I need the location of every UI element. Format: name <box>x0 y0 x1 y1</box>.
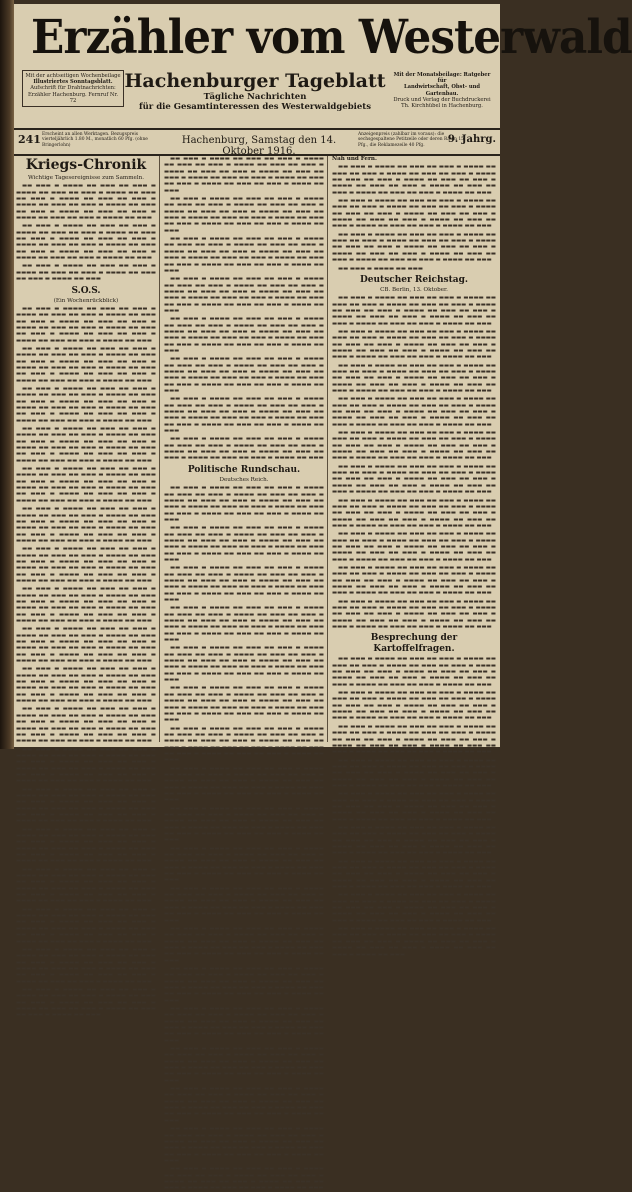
info-box-left <box>22 70 124 107</box>
info-line: Landwirtschaft, Obst- und Gartenbau. <box>403 84 481 97</box>
paper-name: Hachenburger Tageblatt <box>124 70 386 92</box>
info-line: Erzähler Hachenburg. Fernruf Nr. 72 <box>27 91 119 104</box>
article-body-filler: ▬▬ ▬▬▬ ▬ ▬▬▬▬ ▬▬ ▬▬▬ ▬▬ ▬▬▬ ▬ ▬▬▬▬ ▬▬ ▬▬▬ ▬▬ ▬▬▬ ▬ ▬▬▬▬ ▬▬ ▬▬▬ ▬▬ ▬▬▬ ▬ ▬▬▬▬ ▬▬ ▬▬▬ ▬▬ ▬▬▬ ▬ ▬▬▬▬ ▬▬ ▬▬▬ ▬▬ ▬▬▬ ▬ ▬▬▬▬ ▬▬ ▬▬▬ ▬▬ ▬▬▬ ▬ ▬▬▬▬ ▬▬ ▬▬▬ ▬▬ ▬▬▬ ▬ ▬▬▬▬ ▬▬ ▬▬▬ ▬▬ ▬▬▬ ▬ ▬▬▬▬ ▬▬ ▬▬▬ ▬▬ ▬▬▬ ▬ ▬▬▬▬ ▬▬ ▬▬▬ ▬▬ ▬▬▬ ▬ ▬▬▬▬ ▬▬ ▬▬▬ ▬▬ ▬▬▬ ▬ ▬▬▬▬ ▬▬ ▬▬▬ ▬▬ ▬▬▬ ▬ ▬▬▬▬ ▬▬ ▬▬▬ ▬▬ ▬▬▬ ▬ ▬▬▬▬ ▬▬ ▬▬▬ ▬▬ ▬▬▬ ▬ ▬▬▬▬ ▬▬ ▬▬▬ ▬▬ ▬▬▬ ▬ ▬▬▬▬ ▬▬ ▬▬▬ ▬▬ ▬▬▬ ▬ ▬▬▬▬ ▬▬ ▬▬▬ ▬▬ ▬▬▬ ▬ ▬▬▬▬ ▬▬ ▬▬▬ ▬▬ ▬▬▬ ▬ ▬▬▬▬ ▬▬ ▬▬▬ ▬▬ ▬▬▬ ▬ ▬▬▬▬ ▬▬ ▬▬▬ ▬▬ ▬▬▬ ▬ ▬▬▬▬ ▬▬ ▬▬▬ ▬▬ ▬▬▬ ▬ ▬▬▬▬ ▬▬ ▬▬▬ <box>16 183 156 283</box>
section-subtitle: (Ein Wochenrückblick) <box>53 297 119 304</box>
info-line: Mit der Monatsbeilage: Ratgeber für <box>393 72 491 85</box>
section-subtitle: Deutsches Reich. <box>219 476 269 483</box>
article-body-filler: ▬▬ ▬▬▬ ▬ ▬▬▬▬ ▬▬ ▬▬▬ ▬▬ ▬▬▬ ▬ ▬▬▬▬ ▬▬ ▬▬▬ ▬▬ ▬▬▬ ▬ ▬▬▬▬ ▬▬ ▬▬▬ ▬▬ ▬▬▬ ▬ ▬▬▬▬ ▬▬ ▬▬▬ ▬▬ ▬▬▬ ▬ ▬▬▬▬ ▬▬ ▬▬▬ ▬▬ ▬▬▬ ▬ ▬▬▬▬ ▬▬ ▬▬▬ ▬▬ ▬▬▬ ▬ ▬▬▬▬ ▬▬ ▬▬▬ ▬▬ ▬▬▬ ▬ ▬▬▬▬ ▬▬ ▬▬▬ ▬▬ ▬▬▬ ▬ ▬▬▬▬ ▬▬ ▬▬▬ ▬▬ ▬▬▬ ▬ ▬▬▬▬ ▬▬ ▬▬▬ ▬▬ ▬▬▬ ▬ ▬▬▬▬ ▬▬ ▬▬▬ ▬▬ ▬▬▬ ▬ ▬▬▬▬ ▬▬ ▬▬▬ ▬▬ ▬▬▬ ▬ ▬▬▬▬ ▬▬ ▬▬▬ ▬▬ ▬▬▬ ▬ ▬▬▬▬ ▬▬ ▬▬▬ ▬▬ ▬▬▬ ▬ ▬▬▬▬ ▬▬ ▬▬▬ ▬▬ ▬▬▬ ▬ ▬▬▬▬ ▬▬ ▬▬▬ ▬▬ ▬▬▬ ▬ ▬▬▬▬ ▬▬ ▬▬▬ ▬▬ ▬▬▬ ▬ ▬▬▬▬ ▬▬ ▬▬▬ ▬▬ ▬▬▬ ▬ ▬▬▬▬ ▬▬ ▬▬▬ ▬▬ ▬▬▬ ▬ ▬▬▬▬ ▬▬ ▬▬▬ ▬▬ ▬▬▬ ▬ ▬▬▬▬ ▬▬ ▬▬▬ ▬▬ ▬▬▬ ▬ ▬▬▬▬ ▬▬ ▬▬▬ ▬▬ ▬▬▬ ▬ ▬▬▬▬ ▬▬ ▬▬▬ ▬▬ ▬▬▬ ▬ ▬▬▬▬ ▬▬ ▬▬▬ ▬▬ ▬▬▬ ▬ ▬▬▬▬ ▬▬ ▬▬▬ ▬▬ ▬▬▬ ▬ ▬▬▬▬ ▬▬ ▬▬▬ ▬▬ ▬▬▬ ▬ ▬▬▬▬ ▬▬ ▬▬▬ ▬▬ ▬▬▬ ▬ ▬▬▬▬ ▬▬ ▬▬▬ ▬▬ ▬▬▬ ▬ ▬▬▬▬ ▬▬ ▬▬▬ ▬▬ ▬▬▬ ▬ ▬▬▬▬ ▬▬ ▬▬▬ ▬▬ ▬▬▬ ▬ ▬▬▬▬ ▬▬ ▬▬▬ ▬▬ ▬▬▬ ▬ ▬▬▬▬ ▬▬ ▬▬▬ ▬▬ ▬▬▬ ▬ ▬▬▬▬ ▬▬ ▬▬▬ ▬▬ ▬▬▬ ▬ ▬▬▬▬ ▬▬ ▬▬▬ ▬▬ ▬▬▬ ▬ ▬▬▬▬ ▬▬ ▬▬▬ ▬▬ ▬▬▬ ▬ ▬▬▬▬ ▬▬ ▬▬▬ ▬▬ ▬▬▬ ▬ ▬▬▬▬ ▬▬ ▬▬▬ ▬▬ ▬▬▬ ▬ ▬▬▬▬ ▬▬ ▬▬▬ ▬▬ ▬▬▬ ▬ ▬▬▬▬ ▬▬ ▬▬▬ ▬▬ ▬▬▬ ▬ ▬▬▬▬ ▬▬ ▬▬▬ ▬▬ ▬▬▬ ▬ ▬▬▬▬ ▬▬ ▬▬▬ ▬▬ ▬▬▬ ▬ ▬▬▬▬ ▬▬ ▬▬▬ ▬▬ ▬▬▬ ▬ ▬▬▬▬ ▬▬ ▬▬▬ ▬▬ ▬▬▬ ▬ ▬▬▬▬ ▬▬ ▬▬▬ ▬▬ ▬▬▬ ▬ ▬▬▬▬ ▬▬ ▬▬▬ ▬▬ ▬▬▬ ▬ ▬▬▬▬ ▬▬ ▬▬▬ ▬▬ ▬▬▬ ▬ ▬▬▬▬ ▬▬ ▬▬▬ ▬▬ ▬▬▬ ▬ ▬▬▬▬ ▬▬ ▬▬▬ ▬▬ ▬▬▬ ▬ ▬▬▬▬ ▬▬ ▬▬▬ ▬▬ ▬▬▬ ▬ ▬▬▬▬ ▬▬ ▬▬▬ ▬▬ ▬▬▬ ▬ ▬▬▬▬ ▬▬ ▬▬▬ ▬▬ ▬▬▬ ▬ ▬▬▬▬ ▬▬ ▬▬▬ ▬▬ ▬▬▬ ▬ ▬▬▬▬ ▬▬ ▬▬▬ ▬▬ ▬▬▬ ▬ ▬▬▬▬ ▬▬ ▬▬▬ ▬▬ ▬▬▬ ▬ ▬▬▬▬ ▬▬ ▬▬▬ ▬▬ ▬▬▬ ▬ ▬▬▬▬ ▬▬ ▬▬▬ ▬▬ ▬▬▬ ▬ ▬▬▬▬ ▬▬ ▬▬▬ ▬▬ ▬▬▬ ▬ ▬▬▬▬ ▬▬ ▬▬▬ ▬▬ ▬▬▬ ▬ ▬▬▬▬ ▬▬ ▬▬▬ ▬▬ ▬▬▬ ▬ ▬▬▬▬ ▬▬ ▬▬▬ ▬▬ ▬▬▬ ▬ ▬▬▬▬ ▬▬ ▬▬▬ ▬▬ ▬▬▬ ▬ ▬▬▬▬ ▬▬ ▬▬▬ ▬▬ ▬▬▬ ▬ ▬▬▬▬ ▬▬ ▬▬▬ ▬▬ ▬▬▬ ▬ ▬▬▬▬ ▬▬ ▬▬▬ ▬▬ ▬▬▬ ▬ ▬▬▬▬ ▬▬ ▬▬▬ ▬▬ ▬▬▬ ▬ ▬▬▬▬ ▬▬ ▬▬▬ ▬▬ ▬▬▬ ▬ ▬▬▬▬ ▬▬ ▬▬▬ ▬▬ ▬▬▬ ▬ ▬▬▬▬ ▬▬ ▬▬▬ ▬▬ ▬▬▬ ▬ ▬▬▬▬ ▬▬ ▬▬▬ ▬▬ ▬▬▬ ▬ ▬▬▬▬ ▬▬ ▬▬▬ ▬▬ ▬▬▬ ▬ ▬▬▬▬ ▬▬ ▬▬▬ ▬▬ ▬▬▬ ▬ ▬▬▬▬ ▬▬ ▬▬▬ ▬▬ ▬▬▬ ▬ ▬▬▬▬ ▬▬ ▬▬▬ ▬▬ ▬▬▬ ▬ ▬▬▬▬ ▬▬ ▬▬▬ ▬▬ ▬▬▬ ▬ ▬▬▬▬ ▬▬ ▬▬▬ ▬▬ ▬▬▬ ▬ ▬▬▬▬ ▬▬ ▬▬▬ ▬▬ ▬▬▬ ▬ ▬▬▬▬ ▬▬ ▬▬▬ ▬▬ ▬▬▬ ▬ ▬▬▬▬ ▬▬ ▬▬▬ ▬▬ ▬▬▬ ▬ ▬▬▬▬ ▬▬ ▬▬▬ ▬▬ ▬▬▬ ▬ ▬▬▬▬ ▬▬ ▬▬▬ ▬▬ ▬▬▬ ▬ ▬▬▬▬ ▬▬ ▬▬▬ ▬▬ ▬▬▬ ▬ ▬▬▬▬ ▬▬ ▬▬▬ ▬▬ ▬▬▬ ▬ ▬▬▬▬ ▬▬ ▬▬▬ ▬▬ ▬▬▬ ▬ ▬▬▬▬ ▬▬ ▬▬▬ ▬▬ ▬▬▬ ▬ ▬▬▬▬ ▬▬ ▬▬▬ ▬▬ ▬▬▬ ▬ ▬▬▬▬ ▬▬ ▬▬▬ ▬▬ ▬▬▬ ▬ ▬▬▬▬ ▬▬ ▬▬▬ ▬▬ ▬▬▬ ▬ ▬▬▬▬ ▬▬ ▬▬▬ ▬▬ ▬▬▬ ▬ ▬▬▬▬ ▬▬ ▬▬▬ ▬▬ ▬▬▬ ▬ ▬▬▬▬ ▬▬ ▬▬▬ <box>332 295 496 631</box>
column-1 <box>16 156 156 1019</box>
section-subtitle: CB. Berlin, 13. Oktober. <box>380 286 448 293</box>
section-title-reichstag: Deutscher Reichstag. <box>359 274 469 285</box>
article-body-filler: ▬▬ ▬▬▬ ▬ ▬▬▬▬ ▬▬ ▬▬▬ ▬▬ ▬▬▬ ▬ ▬▬▬▬ ▬▬ ▬▬▬ ▬▬ ▬▬▬ ▬ ▬▬▬▬ ▬▬ ▬▬▬ ▬▬ ▬▬▬ ▬ ▬▬▬▬ ▬▬ ▬▬▬ ▬▬ ▬▬▬ ▬ ▬▬▬▬ ▬▬ ▬▬▬ ▬▬ ▬▬▬ ▬ ▬▬▬▬ ▬▬ ▬▬▬ ▬▬ ▬▬▬ ▬ ▬▬▬▬ ▬▬ ▬▬▬ ▬▬ ▬▬▬ ▬ ▬▬▬▬ ▬▬ ▬▬▬ ▬▬ ▬▬▬ ▬ ▬▬▬▬ ▬▬ ▬▬▬ ▬▬ ▬▬▬ ▬ ▬▬▬▬ ▬▬ ▬▬▬ ▬▬ ▬▬▬ ▬ ▬▬▬▬ ▬▬ ▬▬▬ ▬▬ ▬▬▬ ▬ ▬▬▬▬ ▬▬ ▬▬▬ ▬▬ ▬▬▬ ▬ ▬▬▬▬ ▬▬ ▬▬▬ ▬▬ ▬▬▬ ▬ ▬▬▬▬ ▬▬ ▬▬▬ ▬▬ ▬▬▬ ▬ ▬▬▬▬ ▬▬ ▬▬▬ ▬▬ ▬▬▬ ▬ ▬▬▬▬ ▬▬ ▬▬▬ ▬▬ ▬▬▬ ▬ ▬▬▬▬ ▬▬ ▬▬▬ ▬▬ ▬▬▬ ▬ ▬▬▬▬ ▬▬ ▬▬▬ ▬▬ ▬▬▬ ▬ ▬▬▬▬ ▬▬ ▬▬▬ ▬▬ ▬▬▬ ▬ ▬▬▬▬ ▬▬ ▬▬▬ ▬▬ ▬▬▬ ▬ ▬▬▬▬ ▬▬ ▬▬▬ ▬▬ ▬▬▬ ▬ ▬▬▬▬ ▬▬ ▬▬▬ ▬▬ ▬▬▬ ▬ ▬▬▬▬ ▬▬ ▬▬▬ ▬▬ ▬▬▬ ▬ ▬▬▬▬ ▬▬ ▬▬▬ ▬▬ ▬▬▬ ▬ ▬▬▬▬ ▬▬ ▬▬▬ ▬▬ ▬▬▬ ▬ ▬▬▬▬ ▬▬ ▬▬▬ ▬▬ ▬▬▬ ▬ ▬▬▬▬ ▬▬ ▬▬▬ ▬▬ ▬▬▬ ▬ ▬▬▬▬ ▬▬ ▬▬▬ ▬▬ ▬▬▬ ▬ ▬▬▬▬ ▬▬ ▬▬▬ ▬▬ ▬▬▬ ▬ ▬▬▬▬ ▬▬ ▬▬▬ ▬▬ ▬▬▬ ▬ ▬▬▬▬ ▬▬ ▬▬▬ ▬▬ ▬▬▬ ▬ ▬▬▬▬ ▬▬ ▬▬▬ ▬▬ ▬▬▬ ▬ ▬▬▬▬ ▬▬ ▬▬▬ ▬▬ ▬▬▬ ▬ ▬▬▬▬ ▬▬ ▬▬▬ ▬▬ ▬▬▬ ▬ ▬▬▬▬ ▬▬ ▬▬▬ ▬▬ ▬▬▬ ▬ ▬▬▬▬ ▬▬ ▬▬▬ ▬▬ ▬▬▬ ▬ ▬▬▬▬ ▬▬ ▬▬▬ ▬▬ ▬▬▬ ▬ ▬▬▬▬ ▬▬ ▬▬▬ ▬▬ ▬▬▬ ▬ ▬▬▬▬ ▬▬ ▬▬▬ ▬▬ ▬▬▬ ▬ ▬▬▬▬ ▬▬ ▬▬▬ ▬▬ ▬▬▬ ▬ ▬▬▬▬ ▬▬ ▬▬▬ ▬▬ ▬▬▬ ▬ ▬▬▬▬ ▬▬ ▬▬▬ ▬▬ ▬▬▬ ▬ ▬▬▬▬ ▬▬ ▬▬▬ ▬▬ ▬▬▬ ▬ ▬▬▬▬ ▬▬ ▬▬▬ ▬▬ ▬▬▬ ▬ ▬▬▬▬ ▬▬ ▬▬▬ ▬▬ ▬▬▬ ▬ ▬▬▬▬ ▬▬ ▬▬▬ ▬▬ ▬▬▬ ▬ ▬▬▬▬ ▬▬ ▬▬▬ ▬▬ ▬▬▬ ▬ ▬▬▬▬ ▬▬ ▬▬▬ ▬▬ ▬▬▬ ▬ ▬▬▬▬ ▬▬ ▬▬▬ ▬▬ ▬▬▬ ▬ ▬▬▬▬ ▬▬ ▬▬▬ ▬▬ ▬▬▬ ▬ ▬▬▬▬ ▬▬ ▬▬▬ ▬▬ ▬▬▬ ▬ ▬▬▬▬ ▬▬ ▬▬▬ ▬▬ ▬▬▬ ▬ ▬▬▬▬ ▬▬ ▬▬▬ ▬▬ ▬▬▬ ▬ ▬▬▬▬ ▬▬ ▬▬▬ ▬▬ ▬▬▬ ▬ ▬▬▬▬ ▬▬ ▬▬▬ ▬▬ ▬▬▬ ▬ ▬▬▬▬ ▬▬ ▬▬▬ ▬▬ ▬▬▬ ▬ ▬▬▬▬ ▬▬ ▬▬▬ ▬▬ ▬▬▬ ▬ ▬▬▬▬ ▬▬ ▬▬▬ ▬▬ ▬▬▬ ▬ ▬▬▬▬ ▬▬ ▬▬▬ ▬▬ ▬▬▬ ▬ ▬▬▬▬ ▬▬ ▬▬▬ ▬▬ ▬▬▬ ▬ ▬▬▬▬ ▬▬ ▬▬▬ ▬▬ ▬▬▬ ▬ ▬▬▬▬ ▬▬ ▬▬▬ ▬▬ ▬▬▬ ▬ ▬▬▬▬ ▬▬ ▬▬▬ ▬▬ ▬▬▬ ▬ ▬▬▬▬ ▬▬ ▬▬▬ ▬▬ ▬▬▬ ▬ ▬▬▬▬ ▬▬ ▬▬▬ ▬▬ ▬▬▬ ▬ ▬▬▬▬ ▬▬ ▬▬▬ ▬▬ ▬▬▬ ▬ ▬▬▬▬ ▬▬ ▬▬▬ ▬▬ ▬▬▬ ▬ ▬▬▬▬ ▬▬ ▬▬▬ ▬▬ ▬▬▬ ▬ ▬▬▬▬ ▬▬ ▬▬▬ ▬▬ ▬▬▬ ▬ ▬▬▬▬ ▬▬ ▬▬▬ <box>164 156 324 462</box>
info-line: Druck und Verlag der Buchdruckerei <box>393 96 491 103</box>
article-body-filler: ▬▬ ▬▬▬ ▬ ▬▬▬▬ ▬▬ ▬▬▬ ▬▬ ▬▬▬ ▬ ▬▬▬▬ ▬▬ ▬▬▬ ▬▬ ▬▬▬ ▬ ▬▬▬▬ ▬▬ ▬▬▬ ▬▬ ▬▬▬ ▬ ▬▬▬▬ ▬▬ ▬▬▬ ▬▬ ▬▬▬ ▬ ▬▬▬▬ ▬▬ ▬▬▬ ▬▬ ▬▬▬ ▬ ▬▬▬▬ ▬▬ ▬▬▬ ▬▬ ▬▬▬ ▬ ▬▬▬▬ ▬▬ ▬▬▬ ▬▬ ▬▬▬ ▬ ▬▬▬▬ ▬▬ ▬▬▬ ▬▬ ▬▬▬ ▬ ▬▬▬▬ ▬▬ ▬▬▬ ▬▬ ▬▬▬ ▬ ▬▬▬▬ ▬▬ ▬▬▬ ▬▬ ▬▬▬ ▬ ▬▬▬▬ ▬▬ ▬▬▬ ▬▬ ▬▬▬ ▬ ▬▬▬▬ ▬▬ ▬▬▬ ▬▬ ▬▬▬ ▬ ▬▬▬▬ ▬▬ ▬▬▬ ▬▬ ▬▬▬ ▬ ▬▬▬▬ ▬▬ ▬▬▬ ▬▬ ▬▬▬ ▬ ▬▬▬▬ ▬▬ ▬▬▬ ▬▬ ▬▬▬ ▬ ▬▬▬▬ ▬▬ ▬▬▬ ▬▬ ▬▬▬ ▬ ▬▬▬▬ ▬▬ ▬▬▬ ▬▬ ▬▬▬ ▬ ▬▬▬▬ ▬▬ ▬▬▬ ▬▬ ▬▬▬ ▬ ▬▬▬▬ ▬▬ ▬▬▬ ▬▬ ▬▬▬ ▬ ▬▬▬▬ ▬▬ ▬▬▬ ▬▬ ▬▬▬ ▬ ▬▬▬▬ ▬▬ ▬▬▬ ▬▬ ▬▬▬ ▬ ▬▬▬▬ ▬▬ ▬▬▬ ▬▬ ▬▬▬ ▬ ▬▬▬▬ ▬▬ ▬▬▬ ▬▬ ▬▬▬ ▬ ▬▬▬▬ ▬▬ ▬▬▬ ▬▬ ▬▬▬ ▬ ▬▬▬▬ ▬▬ ▬▬▬ ▬▬ ▬▬▬ ▬ ▬▬▬▬ ▬▬ ▬▬▬ ▬▬ ▬▬▬ ▬ ▬▬▬▬ ▬▬ ▬▬▬ ▬▬ ▬▬▬ ▬ ▬▬▬▬ ▬▬ ▬▬▬ ▬▬ ▬▬▬ ▬ ▬▬▬▬ ▬▬ ▬▬▬ ▬▬ ▬▬▬ ▬ ▬▬▬▬ ▬▬ ▬▬▬ ▬▬ ▬▬▬ ▬ ▬▬▬▬ ▬▬ ▬▬▬ ▬▬ ▬▬▬ ▬ ▬▬▬▬ ▬▬ ▬▬▬ ▬▬ ▬▬▬ ▬ ▬▬▬▬ ▬▬ ▬▬▬ ▬▬ ▬▬▬ ▬ ▬▬▬▬ ▬▬ ▬▬▬ ▬▬ ▬▬▬ ▬ ▬▬▬▬ ▬▬ ▬▬▬ ▬▬ ▬▬▬ ▬ ▬▬▬▬ ▬▬ ▬▬▬ ▬▬ ▬▬▬ ▬ ▬▬▬▬ ▬▬ ▬▬▬ ▬▬ ▬▬▬ ▬ ▬▬▬▬ ▬▬ ▬▬▬ ▬▬ ▬▬▬ ▬ ▬▬▬▬ ▬▬ ▬▬▬ ▬▬ ▬▬▬ ▬ ▬▬▬▬ ▬▬ ▬▬▬ ▬▬ ▬▬▬ ▬ ▬▬▬▬ ▬▬ ▬▬▬ ▬▬ ▬▬▬ ▬ ▬▬▬▬ ▬▬ ▬▬▬ ▬▬ ▬▬▬ ▬ ▬▬▬▬ ▬▬ ▬▬▬ ▬▬ ▬▬▬ ▬ ▬▬▬▬ ▬▬ ▬▬▬ ▬▬ ▬▬▬ ▬ ▬▬▬▬ ▬▬ ▬▬▬ ▬▬ ▬▬▬ ▬ ▬▬▬▬ ▬▬ ▬▬▬ ▬▬ ▬▬▬ ▬ ▬▬▬▬ ▬▬ ▬▬▬ ▬▬ ▬▬▬ ▬ ▬▬▬▬ ▬▬ ▬▬▬ ▬▬ ▬▬▬ ▬ ▬▬▬▬ ▬▬ ▬▬▬ ▬▬ ▬▬▬ ▬ ▬▬▬▬ ▬▬ ▬▬▬ ▬▬ ▬▬▬ ▬ ▬▬▬▬ ▬▬ ▬▬▬ ▬▬ ▬▬▬ ▬ ▬▬▬▬ ▬▬ ▬▬▬ ▬▬ ▬▬▬ ▬ ▬▬▬▬ ▬▬ ▬▬▬ ▬▬ ▬▬▬ ▬ ▬▬▬▬ ▬▬ ▬▬▬ ▬▬ ▬▬▬ ▬ ▬▬▬▬ ▬▬ ▬▬▬ ▬▬ ▬▬▬ ▬ ▬▬▬▬ ▬▬ ▬▬▬ ▬▬ ▬▬▬ ▬ ▬▬▬▬ ▬▬ ▬▬▬ ▬▬ ▬▬▬ ▬ ▬▬▬▬ ▬▬ ▬▬▬ ▬▬ ▬▬▬ ▬ ▬▬▬▬ ▬▬ ▬▬▬ ▬▬ ▬▬▬ ▬ ▬▬▬▬ ▬▬ ▬▬▬ ▬▬ ▬▬▬ ▬ ▬▬▬▬ ▬▬ ▬▬▬ ▬▬ ▬▬▬ ▬ ▬▬▬▬ ▬▬ ▬▬▬ ▬▬ ▬▬▬ ▬ ▬▬▬▬ ▬▬ ▬▬▬ ▬▬ ▬▬▬ ▬ ▬▬▬▬ ▬▬ ▬▬▬ ▬▬ ▬▬▬ ▬ ▬▬▬▬ ▬▬ ▬▬▬ ▬▬ ▬▬▬ ▬ ▬▬▬▬ ▬▬ ▬▬▬ ▬▬ ▬▬▬ ▬ ▬▬▬▬ ▬▬ ▬▬▬ ▬▬ ▬▬▬ ▬ ▬▬▬▬ ▬▬ ▬▬▬ ▬▬ ▬▬▬ ▬ ▬▬▬▬ ▬▬ ▬▬▬ ▬▬ ▬▬▬ ▬ ▬▬▬▬ ▬▬ ▬▬▬ ▬▬ ▬▬▬ ▬ ▬▬▬▬ ▬▬ ▬▬▬ ▬▬ ▬▬▬ ▬ ▬▬▬▬ ▬▬ ▬▬▬ ▬▬ ▬▬▬ ▬ ▬▬▬▬ ▬▬ ▬▬▬ ▬▬ ▬▬▬ ▬ ▬▬▬▬ ▬▬ ▬▬▬ ▬▬ ▬▬▬ ▬ ▬▬▬▬ ▬▬ ▬▬▬ ▬▬ ▬▬▬ ▬ ▬▬▬▬ ▬▬ ▬▬▬ ▬▬ ▬▬▬ ▬ ▬▬▬▬ ▬▬ ▬▬▬ ▬▬ ▬▬▬ ▬ ▬▬▬▬ ▬▬ ▬▬▬ ▬▬ ▬▬▬ ▬ ▬▬▬▬ ▬▬ ▬▬▬ ▬▬ ▬▬▬ ▬ ▬▬▬▬ ▬▬ ▬▬▬ ▬▬ ▬▬▬ ▬ ▬▬▬▬ ▬▬ ▬▬▬ ▬▬ ▬▬▬ ▬ ▬▬▬▬ ▬▬ ▬▬▬ ▬▬ ▬▬▬ ▬ ▬▬▬▬ ▬▬ ▬▬▬ ▬▬ ▬▬▬ ▬ ▬▬▬▬ ▬▬ ▬▬▬ ▬▬ ▬▬▬ ▬ ▬▬▬▬ ▬▬ ▬▬▬ ▬▬ ▬▬▬ ▬ ▬▬▬▬ ▬▬ ▬▬▬ ▬▬ ▬▬▬ ▬ ▬▬▬▬ ▬▬ ▬▬▬ ▬▬ ▬▬▬ ▬ ▬▬▬▬ ▬▬ ▬▬▬ ▬▬ ▬▬▬ ▬ ▬▬▬▬ ▬▬ ▬▬▬ ▬▬ ▬▬▬ ▬ ▬▬▬▬ ▬▬ ▬▬▬ ▬▬ ▬▬▬ ▬ ▬▬▬▬ ▬▬ ▬▬▬ ▬▬ ▬▬▬ ▬ ▬▬▬▬ ▬▬ ▬▬▬ ▬▬ ▬▬▬ ▬ ▬▬▬▬ ▬▬ ▬▬▬ ▬▬ ▬▬▬ ▬ ▬▬▬▬ ▬▬ ▬▬▬ ▬▬ ▬▬▬ ▬ ▬▬▬▬ ▬▬ ▬▬▬ ▬▬ ▬▬▬ ▬ ▬▬▬▬ ▬▬ ▬▬▬ ▬▬ ▬▬▬ ▬ ▬▬▬▬ ▬▬ ▬▬▬ ▬▬ ▬▬▬ ▬ ▬▬▬▬ ▬▬ ▬▬▬ ▬▬ ▬▬▬ ▬ ▬▬▬▬ ▬▬ ▬▬▬ ▬▬ ▬▬▬ ▬ ▬▬▬▬ ▬▬ ▬▬▬ ▬▬ ▬▬▬ ▬ ▬▬▬▬ ▬▬ ▬▬▬ ▬▬ ▬▬▬ ▬ ▬▬▬▬ ▬▬ ▬▬▬ ▬▬ ▬▬▬ ▬ ▬▬▬▬ ▬▬ ▬▬▬ ▬▬ ▬▬▬ ▬ ▬▬▬▬ ▬▬ ▬▬▬ ▬▬ ▬▬▬ ▬ ▬▬▬▬ ▬▬ ▬▬▬ ▬▬ ▬▬▬ ▬ ▬▬▬▬ ▬▬ ▬▬▬ ▬▬ ▬▬▬ ▬ ▬▬▬▬ ▬▬ ▬▬▬ ▬▬ ▬▬▬ ▬ ▬▬▬▬ ▬▬ ▬▬▬ ▬▬ ▬▬▬ ▬ ▬▬▬▬ ▬▬ ▬▬▬ ▬▬ ▬▬▬ ▬ ▬▬▬▬ ▬▬ ▬▬▬ ▬▬ ▬▬▬ ▬ ▬▬▬▬ ▬▬ ▬▬▬ ▬▬ ▬▬▬ ▬ ▬▬▬▬ ▬▬ ▬▬▬ ▬▬ ▬▬▬ ▬ ▬▬▬▬ ▬▬ ▬▬▬ ▬▬ ▬▬▬ ▬ ▬▬▬▬ ▬▬ ▬▬▬ ▬▬ ▬▬▬ ▬ ▬▬▬▬ ▬▬ ▬▬▬ ▬▬ ▬▬▬ ▬ ▬▬▬▬ ▬▬ ▬▬▬ ▬▬ ▬▬▬ ▬ ▬▬▬▬ ▬▬ ▬▬▬ ▬▬ ▬▬▬ ▬ ▬▬▬▬ ▬▬ ▬▬▬ ▬▬ ▬▬▬ ▬ ▬▬▬▬ ▬▬ ▬▬▬ ▬▬ ▬▬▬ ▬ ▬▬▬▬ ▬▬ ▬▬▬ ▬▬ ▬▬▬ ▬ ▬▬▬▬ ▬▬ ▬▬▬ ▬▬ ▬▬▬ ▬ ▬▬▬▬ ▬▬ ▬▬▬ ▬▬ ▬▬▬ ▬ ▬▬▬▬ ▬▬ ▬▬▬ ▬▬ ▬▬▬ ▬ ▬▬▬▬ ▬▬ ▬▬▬ ▬▬ ▬▬▬ ▬ ▬▬▬▬ ▬▬ ▬▬▬ ▬▬ ▬▬▬ ▬ ▬▬▬▬ ▬▬ ▬▬▬ ▬▬ ▬▬▬ ▬ ▬▬▬▬ ▬▬ ▬▬▬ ▬▬ ▬▬▬ ▬ ▬▬▬▬ ▬▬ ▬▬▬ ▬▬ ▬▬▬ ▬ ▬▬▬▬ ▬▬ ▬▬▬ ▬▬ ▬▬▬ ▬ ▬▬▬▬ ▬▬ ▬▬▬ ▬▬ ▬▬▬ ▬ ▬▬▬▬ ▬▬ ▬▬▬ ▬▬ ▬▬▬ ▬ ▬▬▬▬ ▬▬ ▬▬▬ ▬▬ ▬▬▬ ▬ ▬▬▬▬ ▬▬ ▬▬▬ ▬▬ ▬▬▬ ▬ ▬▬▬▬ ▬▬ ▬▬▬ ▬▬ ▬▬▬ ▬ ▬▬▬▬ ▬▬ ▬▬▬ ▬▬ ▬▬▬ ▬ ▬▬▬▬ ▬▬ ▬▬▬ ▬▬ ▬▬▬ ▬ ▬▬▬▬ ▬▬ ▬▬▬ ▬▬ ▬▬▬ ▬ ▬▬▬▬ ▬▬ ▬▬▬ ▬▬ ▬▬▬ ▬ ▬▬▬▬ ▬▬ ▬▬▬ ▬▬ ▬▬▬ ▬ ▬▬▬▬ ▬▬ ▬▬▬ ▬▬ ▬▬▬ ▬ ▬▬▬▬ ▬▬ ▬▬▬ ▬▬ ▬▬▬ ▬ ▬▬▬▬ ▬▬ ▬▬▬ ▬▬ ▬▬▬ ▬ ▬▬▬▬ ▬▬ ▬▬▬ ▬▬ ▬▬▬ ▬ ▬▬▬▬ ▬▬ ▬▬▬ ▬▬ ▬▬▬ ▬ ▬▬▬▬ ▬▬ ▬▬▬ ▬▬ ▬▬▬ ▬ ▬▬▬▬ ▬▬ ▬▬▬ ▬▬ ▬▬▬ ▬ ▬▬▬▬ ▬▬ ▬▬▬ ▬▬ ▬▬▬ ▬ ▬▬▬▬ ▬▬ ▬▬▬ ▬▬ ▬▬▬ ▬ ▬▬▬▬ ▬▬ ▬▬▬ ▬▬ ▬▬▬ ▬ ▬▬▬▬ ▬▬ ▬▬▬ ▬▬ ▬▬▬ ▬ ▬▬▬▬ ▬▬ ▬▬▬ ▬▬ ▬▬▬ ▬ ▬▬▬▬ ▬▬ ▬▬▬ ▬▬ ▬▬▬ ▬ ▬▬▬▬ ▬▬ ▬▬▬ ▬▬ ▬▬▬ ▬ ▬▬▬▬ ▬▬ ▬▬▬ ▬▬ ▬▬▬ ▬ ▬▬▬▬ ▬▬ ▬▬▬ ▬▬ ▬▬▬ ▬ ▬▬▬▬ ▬▬ ▬▬▬ ▬▬ ▬▬▬ ▬ ▬▬▬▬ ▬▬ ▬▬▬ ▬▬ ▬▬▬ ▬ ▬▬▬▬ ▬▬ ▬▬▬ ▬▬ ▬▬▬ ▬ ▬▬▬▬ ▬▬ ▬▬▬ ▬▬ ▬▬▬ ▬ ▬▬▬▬ ▬▬ ▬▬▬ <box>164 485 324 1192</box>
info-line: Mit der achtseitigen Wochenbeilage <box>25 73 121 79</box>
article-body-filler: ▬▬ ▬▬▬ ▬ ▬▬▬▬ ▬▬ ▬▬▬ ▬▬ ▬▬▬ ▬ ▬▬▬▬ ▬▬ ▬▬▬ ▬▬ ▬▬▬ ▬ ▬▬▬▬ ▬▬ ▬▬▬ ▬▬ ▬▬▬ ▬ ▬▬▬▬ ▬▬ ▬▬▬ ▬▬ ▬▬▬ ▬ ▬▬▬▬ ▬▬ ▬▬▬ ▬▬ ▬▬▬ ▬ ▬▬▬▬ ▬▬ ▬▬▬ ▬▬ ▬▬▬ ▬ ▬▬▬▬ ▬▬ ▬▬▬ ▬▬ ▬▬▬ ▬ ▬▬▬▬ ▬▬ ▬▬▬ ▬▬ ▬▬▬ ▬ ▬▬▬▬ ▬▬ ▬▬▬ ▬▬ ▬▬▬ ▬ ▬▬▬▬ ▬▬ ▬▬▬ ▬▬ ▬▬▬ ▬ ▬▬▬▬ ▬▬ ▬▬▬ ▬▬ ▬▬▬ ▬ ▬▬▬▬ ▬▬ ▬▬▬ ▬▬ ▬▬▬ ▬ ▬▬▬▬ ▬▬ ▬▬▬ ▬▬ ▬▬▬ ▬ ▬▬▬▬ ▬▬ ▬▬▬ ▬▬ ▬▬▬ ▬ ▬▬▬▬ ▬▬ ▬▬▬ ▬▬ ▬▬▬ ▬ ▬▬▬▬ ▬▬ ▬▬▬ ▬▬ ▬▬▬ ▬ ▬▬▬▬ ▬▬ ▬▬▬ ▬▬ ▬▬▬ ▬ ▬▬▬▬ ▬▬ ▬▬▬ ▬▬ ▬▬▬ ▬ ▬▬▬▬ ▬▬ ▬▬▬ ▬▬ ▬▬▬ ▬ ▬▬▬▬ ▬▬ ▬▬▬ ▬▬ ▬▬▬ ▬ ▬▬▬▬ ▬▬ ▬▬▬ ▬▬ ▬▬▬ ▬ ▬▬▬▬ ▬▬ ▬▬▬ ▬▬ ▬▬▬ ▬ ▬▬▬▬ ▬▬ ▬▬▬ ▬▬ ▬▬▬ ▬ ▬▬▬▬ ▬▬ ▬▬▬ ▬▬ ▬▬▬ ▬ ▬▬▬▬ ▬▬ ▬▬▬ ▬▬ ▬▬▬ ▬ ▬▬▬▬ ▬▬ ▬▬▬ ▬▬ ▬▬▬ ▬ ▬▬▬▬ ▬▬ ▬▬▬ ▬▬ ▬▬▬ ▬ ▬▬▬▬ ▬▬ ▬▬▬ <box>332 164 496 272</box>
section-title-kartoffelfragen: Besprechung der Kartoffelfragen. <box>370 633 458 655</box>
section-subtitle: Nah und Fern. <box>332 156 377 162</box>
book-spine <box>0 0 14 749</box>
column-3 <box>332 156 496 958</box>
info-box-right <box>388 70 496 111</box>
advert-price-info: Anzeigenpreis (zahlbar im voraus): die sechsgespaltene Petitzeile oder deren Raum 15 Pfg., die Reklamezeile 40 Pfg. <box>358 132 464 148</box>
subscription-info: Erscheint an allen Werktagen. Bezugspreis vierteljährlich 1.80 M., monatlich 60 Pfg. (ohne Bringerlohn) <box>42 132 148 148</box>
column-rule <box>159 156 160 742</box>
info-line: Illustriertes Sonntagsblatt. <box>33 79 113 86</box>
column-2 <box>164 156 324 1192</box>
info-line: Th. Kirchhübel in Hachenburg. <box>401 103 483 110</box>
masthead-title: Erzähler vom Westerwald <box>31 10 632 65</box>
section-title-sos: S.O.S. <box>71 285 101 296</box>
section-subtitle: Wichtige Tagesereignisse zum Sammeln. <box>27 175 145 181</box>
subtitle-line: für die Gesamtinteressen des Westerwaldgebiets <box>138 102 372 112</box>
article-body-filler: ▬▬ ▬▬▬ ▬ ▬▬▬▬ ▬▬ ▬▬▬ ▬▬ ▬▬▬ ▬ ▬▬▬▬ ▬▬ ▬▬▬ ▬▬ ▬▬▬ ▬ ▬▬▬▬ ▬▬ ▬▬▬ ▬▬ ▬▬▬ ▬ ▬▬▬▬ ▬▬ ▬▬▬ ▬▬ ▬▬▬ ▬ ▬▬▬▬ ▬▬ ▬▬▬ ▬▬ ▬▬▬ ▬ ▬▬▬▬ ▬▬ ▬▬▬ ▬▬ ▬▬▬ ▬ ▬▬▬▬ ▬▬ ▬▬▬ ▬▬ ▬▬▬ ▬ ▬▬▬▬ ▬▬ ▬▬▬ ▬▬ ▬▬▬ ▬ ▬▬▬▬ ▬▬ ▬▬▬ ▬▬ ▬▬▬ ▬ ▬▬▬▬ ▬▬ ▬▬▬ ▬▬ ▬▬▬ ▬ ▬▬▬▬ ▬▬ ▬▬▬ ▬▬ ▬▬▬ ▬ ▬▬▬▬ ▬▬ ▬▬▬ ▬▬ ▬▬▬ ▬ ▬▬▬▬ ▬▬ ▬▬▬ ▬▬ ▬▬▬ ▬ ▬▬▬▬ ▬▬ ▬▬▬ ▬▬ ▬▬▬ ▬ ▬▬▬▬ ▬▬ ▬▬▬ ▬▬ ▬▬▬ ▬ ▬▬▬▬ ▬▬ ▬▬▬ ▬▬ ▬▬▬ ▬ ▬▬▬▬ ▬▬ ▬▬▬ ▬▬ ▬▬▬ ▬ ▬▬▬▬ ▬▬ ▬▬▬ ▬▬ ▬▬▬ ▬ ▬▬▬▬ ▬▬ ▬▬▬ ▬▬ ▬▬▬ ▬ ▬▬▬▬ ▬▬ ▬▬▬ ▬▬ ▬▬▬ ▬ ▬▬▬▬ ▬▬ ▬▬▬ ▬▬ ▬▬▬ ▬ ▬▬▬▬ ▬▬ ▬▬▬ ▬▬ ▬▬▬ ▬ ▬▬▬▬ ▬▬ ▬▬▬ ▬▬ ▬▬▬ ▬ ▬▬▬▬ ▬▬ ▬▬▬ ▬▬ ▬▬▬ ▬ ▬▬▬▬ ▬▬ ▬▬▬ ▬▬ ▬▬▬ ▬ ▬▬▬▬ ▬▬ ▬▬▬ ▬▬ ▬▬▬ ▬ ▬▬▬▬ ▬▬ ▬▬▬ ▬▬ ▬▬▬ ▬ ▬▬▬▬ ▬▬ ▬▬▬ ▬▬ ▬▬▬ ▬ ▬▬▬▬ ▬▬ ▬▬▬ ▬▬ ▬▬▬ ▬ ▬▬▬▬ ▬▬ ▬▬▬ ▬▬ ▬▬▬ ▬ ▬▬▬▬ ▬▬ ▬▬▬ ▬▬ ▬▬▬ ▬ ▬▬▬▬ ▬▬ ▬▬▬ ▬▬ ▬▬▬ ▬ ▬▬▬▬ ▬▬ ▬▬▬ ▬▬ ▬▬▬ ▬ ▬▬▬▬ ▬▬ ▬▬▬ ▬▬ ▬▬▬ ▬ ▬▬▬▬ ▬▬ ▬▬▬ ▬▬ ▬▬▬ ▬ ▬▬▬▬ ▬▬ ▬▬▬ ▬▬ ▬▬▬ ▬ ▬▬▬▬ ▬▬ ▬▬▬ ▬▬ ▬▬▬ ▬ ▬▬▬▬ ▬▬ ▬▬▬ ▬▬ ▬▬▬ ▬ ▬▬▬▬ ▬▬ ▬▬▬ ▬▬ ▬▬▬ ▬ ▬▬▬▬ ▬▬ ▬▬▬ ▬▬ ▬▬▬ ▬ ▬▬▬▬ ▬▬ ▬▬▬ ▬▬ ▬▬▬ ▬ ▬▬▬▬ ▬▬ ▬▬▬ ▬▬ ▬▬▬ ▬ ▬▬▬▬ ▬▬ ▬▬▬ ▬▬ ▬▬▬ ▬ ▬▬▬▬ ▬▬ ▬▬▬ ▬▬ ▬▬▬ ▬ ▬▬▬▬ ▬▬ ▬▬▬ ▬▬ ▬▬▬ ▬ ▬▬▬▬ ▬▬ ▬▬▬ ▬▬ ▬▬▬ ▬ ▬▬▬▬ ▬▬ ▬▬▬ ▬▬ ▬▬▬ ▬ ▬▬▬▬ ▬▬ ▬▬▬ ▬▬ ▬▬▬ ▬ ▬▬▬▬ ▬▬ ▬▬▬ ▬▬ ▬▬▬ ▬ ▬▬▬▬ ▬▬ ▬▬▬ ▬▬ ▬▬▬ ▬ ▬▬▬▬ ▬▬ ▬▬▬ ▬▬ ▬▬▬ ▬ ▬▬▬▬ ▬▬ ▬▬▬ ▬▬ ▬▬▬ ▬ ▬▬▬▬ ▬▬ ▬▬▬ ▬▬ ▬▬▬ ▬ ▬▬▬▬ ▬▬ ▬▬▬ ▬▬ ▬▬▬ ▬ ▬▬▬▬ ▬▬ ▬▬▬ ▬▬ ▬▬▬ ▬ ▬▬▬▬ ▬▬ ▬▬▬ ▬▬ ▬▬▬ ▬ ▬▬▬▬ ▬▬ ▬▬▬ ▬▬ ▬▬▬ ▬ ▬▬▬▬ ▬▬ ▬▬▬ ▬▬ ▬▬▬ ▬ ▬▬▬▬ ▬▬ ▬▬▬ ▬▬ ▬▬▬ ▬ ▬▬▬▬ ▬▬ ▬▬▬ ▬▬ ▬▬▬ ▬ ▬▬▬▬ ▬▬ ▬▬▬ ▬▬ ▬▬▬ ▬ ▬▬▬▬ ▬▬ ▬▬▬ ▬▬ ▬▬▬ ▬ ▬▬▬▬ ▬▬ ▬▬▬ ▬▬ ▬▬▬ ▬ ▬▬▬▬ ▬▬ ▬▬▬ ▬▬ ▬▬▬ ▬ ▬▬▬▬ ▬▬ ▬▬▬ ▬▬ ▬▬▬ ▬ ▬▬▬▬ ▬▬ ▬▬▬ ▬▬ ▬▬▬ ▬ ▬▬▬▬ ▬▬ ▬▬▬ ▬▬ ▬▬▬ ▬ ▬▬▬▬ ▬▬ ▬▬▬ ▬▬ ▬▬▬ ▬ ▬▬▬▬ ▬▬ ▬▬▬ ▬▬ ▬▬▬ ▬ ▬▬▬▬ ▬▬ ▬▬▬ ▬▬ ▬▬▬ ▬ ▬▬▬▬ ▬▬ ▬▬▬ ▬▬ ▬▬▬ ▬ ▬▬▬▬ ▬▬ ▬▬▬ ▬▬ ▬▬▬ ▬ ▬▬▬▬ ▬▬ ▬▬▬ ▬▬ ▬▬▬ ▬ ▬▬▬▬ ▬▬ ▬▬▬ ▬▬ ▬▬▬ ▬ ▬▬▬▬ ▬▬ ▬▬▬ ▬▬ ▬▬▬ ▬ ▬▬▬▬ ▬▬ ▬▬▬ ▬▬ ▬▬▬ ▬ ▬▬▬▬ ▬▬ ▬▬▬ ▬▬ ▬▬▬ ▬ ▬▬▬▬ ▬▬ ▬▬▬ ▬▬ ▬▬▬ ▬ ▬▬▬▬ ▬▬ ▬▬▬ ▬▬ ▬▬▬ ▬ ▬▬▬▬ ▬▬ ▬▬▬ ▬▬ ▬▬▬ ▬ ▬▬▬▬ ▬▬ ▬▬▬ ▬▬ ▬▬▬ ▬ ▬▬▬▬ ▬▬ ▬▬▬ ▬▬ ▬▬▬ ▬ ▬▬▬▬ ▬▬ ▬▬▬ ▬▬ ▬▬▬ ▬ ▬▬▬▬ ▬▬ ▬▬▬ ▬▬ ▬▬▬ ▬ ▬▬▬▬ ▬▬ ▬▬▬ ▬▬ ▬▬▬ ▬ ▬▬▬▬ ▬▬ ▬▬▬ ▬▬ ▬▬▬ ▬ ▬▬▬▬ ▬▬ ▬▬▬ ▬▬ ▬▬▬ ▬ ▬▬▬▬ ▬▬ ▬▬▬ ▬▬ ▬▬▬ ▬ ▬▬▬▬ ▬▬ ▬▬▬ ▬▬ ▬▬▬ ▬ ▬▬▬▬ ▬▬ ▬▬▬ ▬▬ ▬▬▬ ▬ ▬▬▬▬ ▬▬ ▬▬▬ ▬▬ ▬▬▬ ▬ ▬▬▬▬ ▬▬ ▬▬▬ ▬▬ ▬▬▬ ▬ ▬▬▬▬ ▬▬ ▬▬▬ ▬▬ ▬▬▬ ▬ ▬▬▬▬ ▬▬ ▬▬▬ ▬▬ ▬▬▬ ▬ ▬▬▬▬ ▬▬ ▬▬▬ ▬▬ ▬▬▬ ▬ ▬▬▬▬ ▬▬ ▬▬▬ ▬▬ ▬▬▬ ▬ ▬▬▬▬ ▬▬ ▬▬▬ ▬▬ ▬▬▬ ▬ ▬▬▬▬ ▬▬ ▬▬▬ ▬▬ ▬▬▬ ▬ ▬▬▬▬ ▬▬ ▬▬▬ ▬▬ ▬▬▬ ▬ ▬▬▬▬ ▬▬ ▬▬▬ ▬▬ ▬▬▬ ▬ ▬▬▬▬ ▬▬ ▬▬▬ ▬▬ ▬▬▬ ▬ ▬▬▬▬ ▬▬ ▬▬▬ ▬▬ ▬▬▬ ▬ ▬▬▬▬ ▬▬ ▬▬▬ ▬▬ ▬▬▬ ▬ ▬▬▬▬ ▬▬ ▬▬▬ ▬▬ ▬▬▬ ▬ ▬▬▬▬ ▬▬ ▬▬▬ ▬▬ ▬▬▬ ▬ ▬▬▬▬ ▬▬ ▬▬▬ ▬▬ ▬▬▬ ▬ ▬▬▬▬ ▬▬ ▬▬▬ ▬▬ ▬▬▬ ▬ ▬▬▬▬ ▬▬ ▬▬▬ ▬▬ ▬▬▬ ▬ ▬▬▬▬ ▬▬ ▬▬▬ ▬▬ ▬▬▬ ▬ ▬▬▬▬ ▬▬ ▬▬▬ ▬▬ ▬▬▬ ▬ ▬▬▬▬ ▬▬ ▬▬▬ ▬▬ ▬▬▬ ▬ ▬▬▬▬ ▬▬ ▬▬▬ ▬▬ ▬▬▬ ▬ ▬▬▬▬ ▬▬ ▬▬▬ ▬▬ ▬▬▬ ▬ ▬▬▬▬ ▬▬ ▬▬▬ ▬▬ ▬▬▬ ▬ ▬▬▬▬ ▬▬ ▬▬▬ ▬▬ ▬▬▬ ▬ ▬▬▬▬ ▬▬ ▬▬▬ ▬▬ ▬▬▬ ▬ ▬▬▬▬ ▬▬ ▬▬▬ ▬▬ ▬▬▬ ▬ ▬▬▬▬ ▬▬ ▬▬▬ ▬▬ ▬▬▬ ▬ ▬▬▬▬ ▬▬ ▬▬▬ ▬▬ ▬▬▬ ▬ ▬▬▬▬ ▬▬ ▬▬▬ ▬▬ ▬▬▬ ▬ ▬▬▬▬ ▬▬ ▬▬▬ ▬▬ ▬▬▬ ▬ ▬▬▬▬ ▬▬ ▬▬▬ ▬▬ ▬▬▬ ▬ ▬▬▬▬ ▬▬ ▬▬▬ ▬▬ ▬▬▬ ▬ ▬▬▬▬ ▬▬ ▬▬▬ ▬▬ ▬▬▬ ▬ ▬▬▬▬ ▬▬ ▬▬▬ ▬▬ ▬▬▬ ▬ ▬▬▬▬ ▬▬ ▬▬▬ ▬▬ ▬▬▬ ▬ ▬▬▬▬ ▬▬ ▬▬▬ ▬▬ ▬▬▬ ▬ ▬▬▬▬ ▬▬ ▬▬▬ ▬▬ ▬▬▬ ▬ ▬▬▬▬ ▬▬ ▬▬▬ ▬▬ ▬▬▬ ▬ ▬▬▬▬ ▬▬ ▬▬▬ ▬▬ ▬▬▬ ▬ ▬▬▬▬ ▬▬ ▬▬▬ ▬▬ ▬▬▬ ▬ ▬▬▬▬ ▬▬ ▬▬▬ ▬▬ ▬▬▬ ▬ ▬▬▬▬ ▬▬ ▬▬▬ ▬▬ ▬▬▬ ▬ ▬▬▬▬ ▬▬ ▬▬▬ ▬▬ ▬▬▬ ▬ ▬▬▬▬ ▬▬ ▬▬▬ ▬▬ ▬▬▬ ▬ ▬▬▬▬ ▬▬ ▬▬▬ ▬▬ ▬▬▬ ▬ ▬▬▬▬ ▬▬ ▬▬▬ ▬▬ ▬▬▬ ▬ ▬▬▬▬ ▬▬ ▬▬▬ ▬▬ ▬▬▬ ▬ ▬▬▬▬ ▬▬ ▬▬▬ ▬▬ ▬▬▬ ▬ ▬▬▬▬ ▬▬ ▬▬▬ ▬▬ ▬▬▬ ▬ ▬▬▬▬ ▬▬ ▬▬▬ ▬▬ ▬▬▬ ▬ ▬▬▬▬ ▬▬ ▬▬▬ ▬▬ ▬▬▬ ▬ ▬▬▬▬ ▬▬ ▬▬▬ ▬▬ ▬▬▬ ▬ ▬▬▬▬ ▬▬ ▬▬▬ ▬▬ ▬▬▬ ▬ ▬▬▬▬ ▬▬ ▬▬▬ ▬▬ ▬▬▬ ▬ ▬▬▬▬ ▬▬ ▬▬▬ ▬▬ ▬▬▬ ▬ ▬▬▬▬ ▬▬ ▬▬▬ ▬▬ ▬▬▬ ▬ ▬▬▬▬ ▬▬ ▬▬▬ ▬▬ ▬▬▬ ▬ ▬▬▬▬ ▬▬ ▬▬▬ ▬▬ ▬▬▬ ▬ ▬▬▬▬ ▬▬ ▬▬▬ ▬▬ ▬▬▬ ▬ ▬▬▬▬ ▬▬ ▬▬▬ ▬▬ ▬▬▬ ▬ ▬▬▬▬ ▬▬ ▬▬▬ ▬▬ ▬▬▬ ▬ ▬▬▬▬ ▬▬ ▬▬▬ ▬▬ ▬▬▬ ▬ ▬▬▬▬ ▬▬ ▬▬▬ ▬▬ ▬▬▬ ▬ ▬▬▬▬ ▬▬ ▬▬▬ ▬▬ ▬▬▬ ▬ ▬▬▬▬ ▬▬ ▬▬▬ ▬▬ ▬▬▬ ▬ ▬▬▬▬ ▬▬ ▬▬▬ ▬▬ ▬▬▬ ▬ ▬▬▬▬ ▬▬ ▬▬▬ ▬▬ ▬▬▬ ▬ ▬▬▬▬ ▬▬ ▬▬▬ ▬▬ ▬▬▬ ▬ ▬▬▬▬ ▬▬ ▬▬▬ <box>16 305 156 1019</box>
column-rule <box>327 156 328 742</box>
info-line: Aufschrift für Drahtnachrichten: <box>30 85 116 92</box>
subtitle-block <box>124 70 386 112</box>
issue-date: Hachenburg, Samstag den 14. Oktober 1916. <box>181 135 337 157</box>
newspaper-page <box>14 4 632 1192</box>
article-body-filler: ▬▬ ▬▬▬ ▬ ▬▬▬▬ ▬▬ ▬▬▬ ▬▬ ▬▬▬ ▬ ▬▬▬▬ ▬▬ ▬▬▬ ▬▬ ▬▬▬ ▬ ▬▬▬▬ ▬▬ ▬▬▬ ▬▬ ▬▬▬ ▬ ▬▬▬▬ ▬▬ ▬▬▬ ▬▬ ▬▬▬ ▬ ▬▬▬▬ ▬▬ ▬▬▬ ▬▬ ▬▬▬ ▬ ▬▬▬▬ ▬▬ ▬▬▬ ▬▬ ▬▬▬ ▬ ▬▬▬▬ ▬▬ ▬▬▬ ▬▬ ▬▬▬ ▬ ▬▬▬▬ ▬▬ ▬▬▬ ▬▬ ▬▬▬ ▬ ▬▬▬▬ ▬▬ ▬▬▬ ▬▬ ▬▬▬ ▬ ▬▬▬▬ ▬▬ ▬▬▬ ▬▬ ▬▬▬ ▬ ▬▬▬▬ ▬▬ ▬▬▬ ▬▬ ▬▬▬ ▬ ▬▬▬▬ ▬▬ ▬▬▬ ▬▬ ▬▬▬ ▬ ▬▬▬▬ ▬▬ ▬▬▬ ▬▬ ▬▬▬ ▬ ▬▬▬▬ ▬▬ ▬▬▬ ▬▬ ▬▬▬ ▬ ▬▬▬▬ ▬▬ ▬▬▬ ▬▬ ▬▬▬ ▬ ▬▬▬▬ ▬▬ ▬▬▬ ▬▬ ▬▬▬ ▬ ▬▬▬▬ ▬▬ ▬▬▬ ▬▬ ▬▬▬ ▬ ▬▬▬▬ ▬▬ ▬▬▬ ▬▬ ▬▬▬ ▬ ▬▬▬▬ ▬▬ ▬▬▬ ▬▬ ▬▬▬ ▬ ▬▬▬▬ ▬▬ ▬▬▬ ▬▬ ▬▬▬ ▬ ▬▬▬▬ ▬▬ ▬▬▬ ▬▬ ▬▬▬ ▬ ▬▬▬▬ ▬▬ ▬▬▬ ▬▬ ▬▬▬ ▬ ▬▬▬▬ ▬▬ ▬▬▬ ▬▬ ▬▬▬ ▬ ▬▬▬▬ ▬▬ ▬▬▬ ▬▬ ▬▬▬ ▬ ▬▬▬▬ ▬▬ ▬▬▬ ▬▬ ▬▬▬ ▬ ▬▬▬▬ ▬▬ ▬▬▬ ▬▬ ▬▬▬ ▬ ▬▬▬▬ ▬▬ ▬▬▬ ▬▬ ▬▬▬ ▬ ▬▬▬▬ ▬▬ ▬▬▬ ▬▬ ▬▬▬ ▬ ▬▬▬▬ ▬▬ ▬▬▬ ▬▬ ▬▬▬ ▬ ▬▬▬▬ ▬▬ ▬▬▬ ▬▬ ▬▬▬ ▬ ▬▬▬▬ ▬▬ ▬▬▬ ▬▬ ▬▬▬ ▬ ▬▬▬▬ ▬▬ ▬▬▬ ▬▬ ▬▬▬ ▬ ▬▬▬▬ ▬▬ ▬▬▬ ▬▬ ▬▬▬ ▬ ▬▬▬▬ ▬▬ ▬▬▬ ▬▬ ▬▬▬ ▬ ▬▬▬▬ ▬▬ ▬▬▬ ▬▬ ▬▬▬ ▬ ▬▬▬▬ ▬▬ ▬▬▬ ▬▬ ▬▬▬ ▬ ▬▬▬▬ ▬▬ ▬▬▬ ▬▬ ▬▬▬ ▬ ▬▬▬▬ ▬▬ ▬▬▬ ▬▬ ▬▬▬ ▬ ▬▬▬▬ ▬▬ ▬▬▬ ▬▬ ▬▬▬ ▬ ▬▬▬▬ ▬▬ ▬▬▬ ▬▬ ▬▬▬ ▬ ▬▬▬▬ ▬▬ ▬▬▬ ▬▬ ▬▬▬ ▬ ▬▬▬▬ ▬▬ ▬▬▬ ▬▬ ▬▬▬ ▬ ▬▬▬▬ ▬▬ ▬▬▬ ▬▬ ▬▬▬ ▬ ▬▬▬▬ ▬▬ ▬▬▬ ▬▬ ▬▬▬ ▬ ▬▬▬▬ ▬▬ ▬▬▬ ▬▬ ▬▬▬ ▬ ▬▬▬▬ ▬▬ ▬▬▬ ▬▬ ▬▬▬ ▬ ▬▬▬▬ ▬▬ ▬▬▬ ▬▬ ▬▬▬ ▬ ▬▬▬▬ ▬▬ ▬▬▬ ▬▬ ▬▬▬ ▬ ▬▬▬▬ ▬▬ ▬▬▬ ▬▬ ▬▬▬ ▬ ▬▬▬▬ ▬▬ ▬▬▬ ▬▬ ▬▬▬ ▬ ▬▬▬▬ ▬▬ ▬▬▬ ▬▬ ▬▬▬ ▬ ▬▬▬▬ ▬▬ ▬▬▬ ▬▬ ▬▬▬ ▬ ▬▬▬▬ ▬▬ ▬▬▬ ▬▬ ▬▬▬ ▬ ▬▬▬▬ ▬▬ ▬▬▬ ▬▬ ▬▬▬ ▬ ▬▬▬▬ ▬▬ ▬▬▬ ▬▬ ▬▬▬ ▬ ▬▬▬▬ ▬▬ ▬▬▬ ▬▬ ▬▬▬ ▬ ▬▬▬▬ ▬▬ ▬▬▬ ▬▬ ▬▬▬ ▬ ▬▬▬▬ ▬▬ ▬▬▬ ▬▬ ▬▬▬ ▬ ▬▬▬▬ ▬▬ ▬▬▬ ▬▬ ▬▬▬ ▬ ▬▬▬▬ ▬▬ ▬▬▬ ▬▬ ▬▬▬ ▬ ▬▬▬▬ ▬▬ ▬▬▬ ▬▬ ▬▬▬ ▬ ▬▬▬▬ ▬▬ ▬▬▬ ▬▬ ▬▬▬ ▬ ▬▬▬▬ ▬▬ ▬▬▬ ▬▬ ▬▬▬ ▬ ▬▬▬▬ ▬▬ ▬▬▬ ▬▬ ▬▬▬ ▬ ▬▬▬▬ ▬▬ ▬▬▬ ▬▬ ▬▬▬ ▬ ▬▬▬▬ ▬▬ ▬▬▬ ▬▬ ▬▬▬ ▬ ▬▬▬▬ ▬▬ ▬▬▬ ▬▬ ▬▬▬ ▬ ▬▬▬▬ ▬▬ ▬▬▬ ▬▬ ▬▬▬ ▬ ▬▬▬▬ ▬▬ ▬▬▬ ▬▬ ▬▬▬ ▬ ▬▬▬▬ ▬▬ ▬▬▬ ▬▬ ▬▬▬ ▬ ▬▬▬▬ ▬▬ ▬▬▬ ▬▬ ▬▬▬ ▬ ▬▬▬▬ ▬▬ ▬▬▬ ▬▬ ▬▬▬ ▬ ▬▬▬▬ ▬▬ ▬▬▬ ▬▬ ▬▬▬ ▬ ▬▬▬▬ ▬▬ ▬▬▬ ▬▬ ▬▬▬ ▬ ▬▬▬▬ ▬▬ ▬▬▬ ▬▬ ▬▬▬ ▬ ▬▬▬▬ ▬▬ ▬▬▬ ▬▬ ▬▬▬ ▬ ▬▬▬▬ ▬▬ ▬▬▬ ▬▬ ▬▬▬ ▬ ▬▬▬▬ ▬▬ ▬▬▬ ▬▬ ▬▬▬ ▬ ▬▬▬▬ ▬▬ ▬▬▬ ▬▬ ▬▬▬ ▬ ▬▬▬▬ ▬▬ ▬▬▬ <box>332 656 496 958</box>
section-title-kriegs-chronik: Kriegs-Chronik <box>25 157 147 173</box>
dateline-bar <box>14 128 500 156</box>
volume-year: 9. Jahrg. <box>447 134 496 145</box>
issue-number: 241 <box>18 133 41 146</box>
section-title-politische-rundschau: Politische Rundschau. <box>187 464 301 475</box>
subtitle-line: Tägliche Nachrichten <box>203 92 307 102</box>
